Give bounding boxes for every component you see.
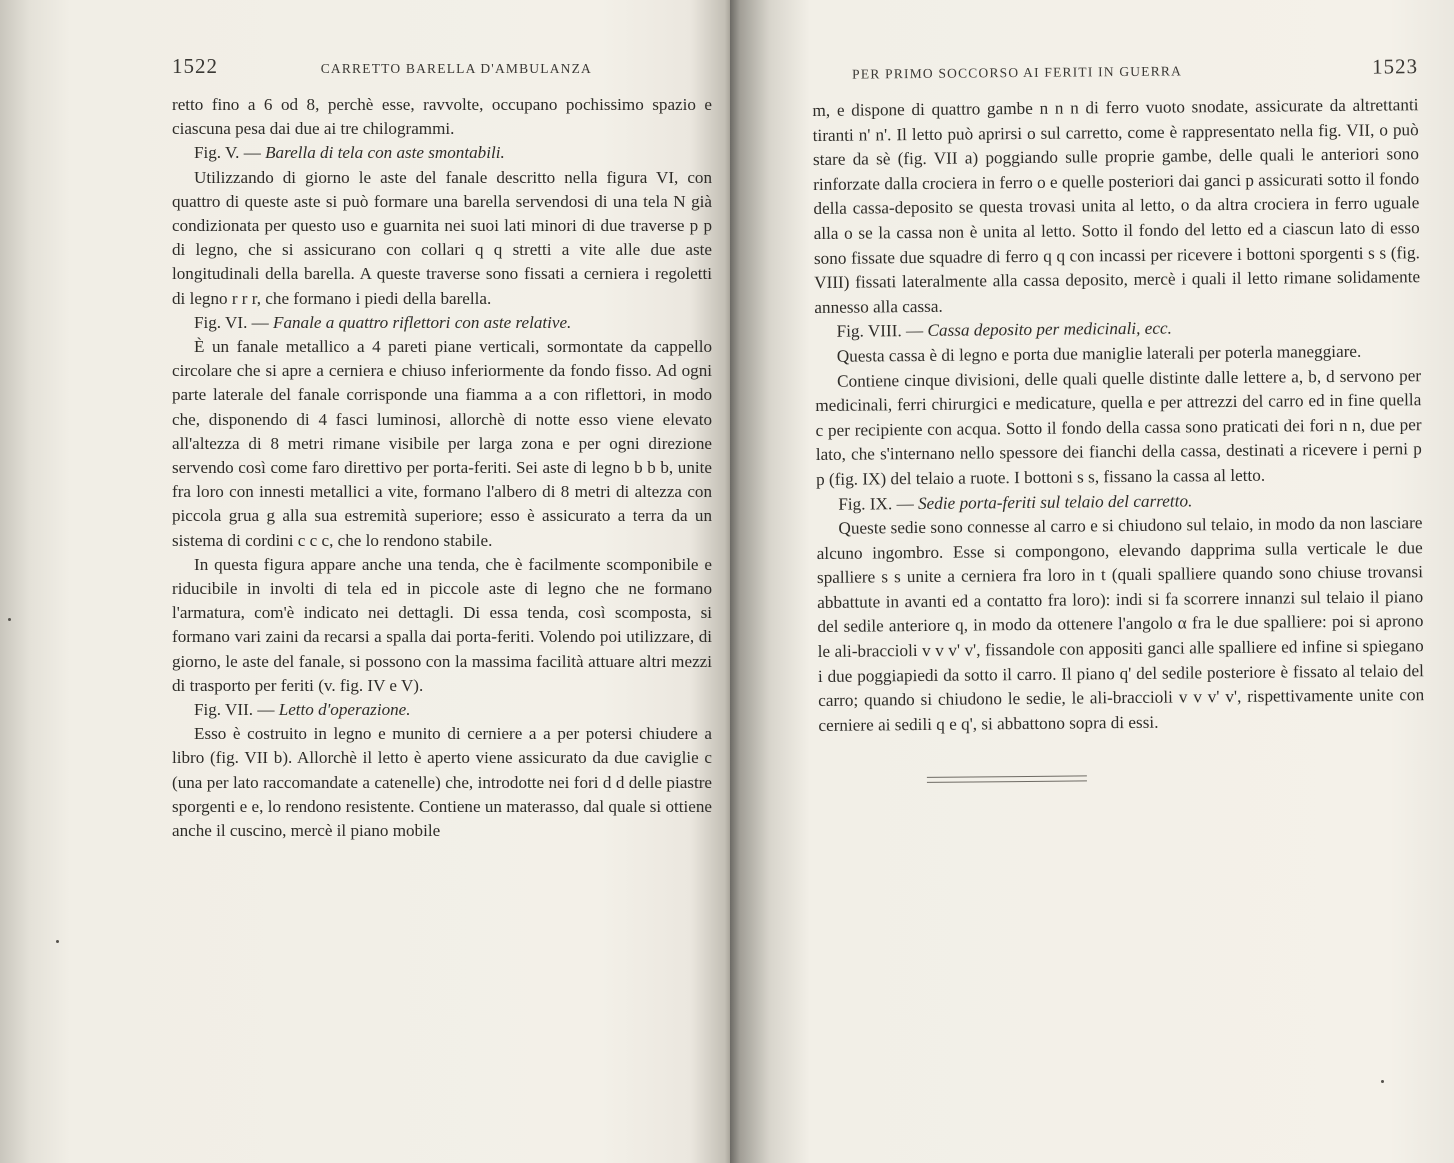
right-page-number: 1523	[1371, 54, 1419, 79]
paper-speck	[56, 940, 59, 943]
figure-caption-vi: Fig. VI. — Fanale a quattro riflettori con aste relative.	[194, 312, 572, 332]
figure-caption-ix: Fig. IX. — Sedie porta-feriti sul telaio del carretto.	[838, 490, 1193, 514]
right-running-title: PER PRIMO SOCCORSO AI FERITI IN GUERRA	[852, 63, 1183, 82]
paper-speck	[8, 618, 11, 621]
right-page-body	[812, 93, 1424, 738]
paragraph: m, e dispone di quattro gambe n n n di ferro vuoto snodate, assicurate da altrettanti tiranti n' n'. Il letto può aprirsi o sul carretto, come è rappresentato nella fig. VII, o può stare da sè (fig. VII a) poggiando sulle proprie gambe, delle quali le anteriori sono rinforzate dalla crociera in ferro o e quelle posteriori dai ganci p assicurati sotto il fondo della cassa-deposito se questa trovasi unita al letto, o da altra crociera in ferro uguale alla o se la cassa non è unita al letto. Sotto il fondo del letto ed a ciascun lato di esso sono fissate due squadre di ferro q q con incassi per ricevere i bottoni sporgenti s s (fig. VIII) fissati lateralmente alla cassa deposito, mercè i quali il letto rimane solidamente annesso alla cassa.	[812, 95, 1421, 317]
figure-caption-v: Fig. V. — Barella di tela con aste smontabili.	[194, 143, 505, 163]
figure-caption-viii: Fig. VIII. — Cassa deposito per medicinali, ecc.	[836, 318, 1172, 342]
paragraph: È un fanale metallico a 4 pareti piane verticali, sormontate da cappello circolare che si apre a cerniera e chiuso inferiormente da fondo fisso. Ad ogni parte laterale del fanale corrisponde una fiamma a a con riflettori, in modo che, disponendo di 4 fasci luminosi, allorchè di notte esso viene elevato all'altezza di 8 metri rimane visibile per larga zona e per ogni direzione servendo così come faro direttivo per porta-feriti. Sei aste di legno b b b, unite fra loro con innesti metallici a vite, formano l'albero di 8 metri di altezza con piccola grua g alla sua estremità superiore; esso è assicurato a terra da un sistema di cordini c c c, che lo rendono stabile.	[172, 337, 712, 550]
paragraph: In questa figura appare anche una tenda, che è facilmente scomponibile e riducibile in involti di tela ed in piccole aste di legno che ne formano l'armatura, com'è indicato nei dettagli. Di essa tenda, così scomposta, si formano vari zaini da recarsi a spalla dai porta-feriti. Volendo poi utilizzare, di giorno, le aste del fanale, si possono con la massima facilità attuare altri mezzi di trasporto per feriti (v. fig. IV e V).	[172, 554, 712, 695]
right-page	[730, 0, 1454, 1163]
paper-speck	[1381, 1080, 1384, 1083]
paragraph: Contiene cinque divisioni, delle quali quelle distinte dalle lettere a, b, d servono per medicinali, ferri chirurgici e medicature, quella e per attrezzi del carro ed in fine quella c per recipiente con acqua. Sotto il fondo della cassa sono praticati dei fori n n, due per lato, che s'internano nello spessore dei fianchi della cassa, destinati a ricevere i perni p p (fig. IX) del telaio a ruote. I bottoni s s, fissano la cassa al letto.	[815, 365, 1422, 489]
left-running-head	[172, 54, 712, 79]
end-rule	[927, 776, 1087, 784]
paragraph: Utilizzando di giorno le aste del fanale descritto nella figura VI, con quattro di queste aste si può formare una barella servendosi di una tela N già condizionata per questo uso e guarnita nei suoi lati minori di due traverse p p di legno, che si assicurano con collari q q stretti a vite alle due aste longitudinali della barella. A queste traverse sono fissati a cerniera i regoletti di legno r r r, che formano i piedi della barella.	[172, 167, 712, 308]
paragraph: Esso è costruito in legno e munito di cerniere a a per potersi chiudere a libro (fig. VII b). Allorchè il letto è aperto viene assicurato da due caviglie c (una per lato raccomandate a catenelle) che, introdotte nei fori d d delle piastre sporgenti e e, lo rendono resistente. Contiene un materasso, dal quale si ottiene anche il cuscino, mercè il piano mobile	[172, 724, 712, 841]
left-running-title: CARRETTO BARELLA D'AMBULANZA	[320, 61, 592, 76]
paragraph: Questa cassa è di legno e porta due maniglie laterali per poterla maneggiare.	[836, 341, 1362, 366]
paragraph: Queste sedie sono connesse al carro e si chiudono sul telaio, in modo da non lasciare alcuno ingombro. Esse si compongono, elevando dapprima sulla verticale le due spalliere s s unite a cerniera fra loro in t (quali spalliere quando sono chiuse trovansi abbattute in avanti ed a contatto fra loro): indi si fa scorrere innanzi sul telaio il piano del sedile anteriore q, in modo da ottenere l'angolo α fra le due spalliere: poi si aprono le ali-braccioli v v v' v', fissandole con appositi ganci alle spalliere ed infine si spiegano i due poggiapiedi da sotto il carro. Il piano q' del sedile posteriore è fissato al telaio del carro; quando si chiudono le sedie, le ali-braccioli v v v' v', rispettivamente unite con cerniere ai sedili q e q', si abbattono sopra di essi.	[816, 513, 1425, 735]
paragraph: retto fino a 6 od 8, perchè esse, ravvolte, occupano pochissimo spazio e ciascuna pesa dai due ai tre chilogrammi.	[172, 95, 712, 139]
left-page-number: 1522	[172, 54, 218, 78]
right-running-head	[812, 54, 1418, 85]
figure-caption-vii: Fig. VII. — Letto d'operazione.	[194, 700, 411, 720]
left-page-body	[172, 93, 712, 843]
